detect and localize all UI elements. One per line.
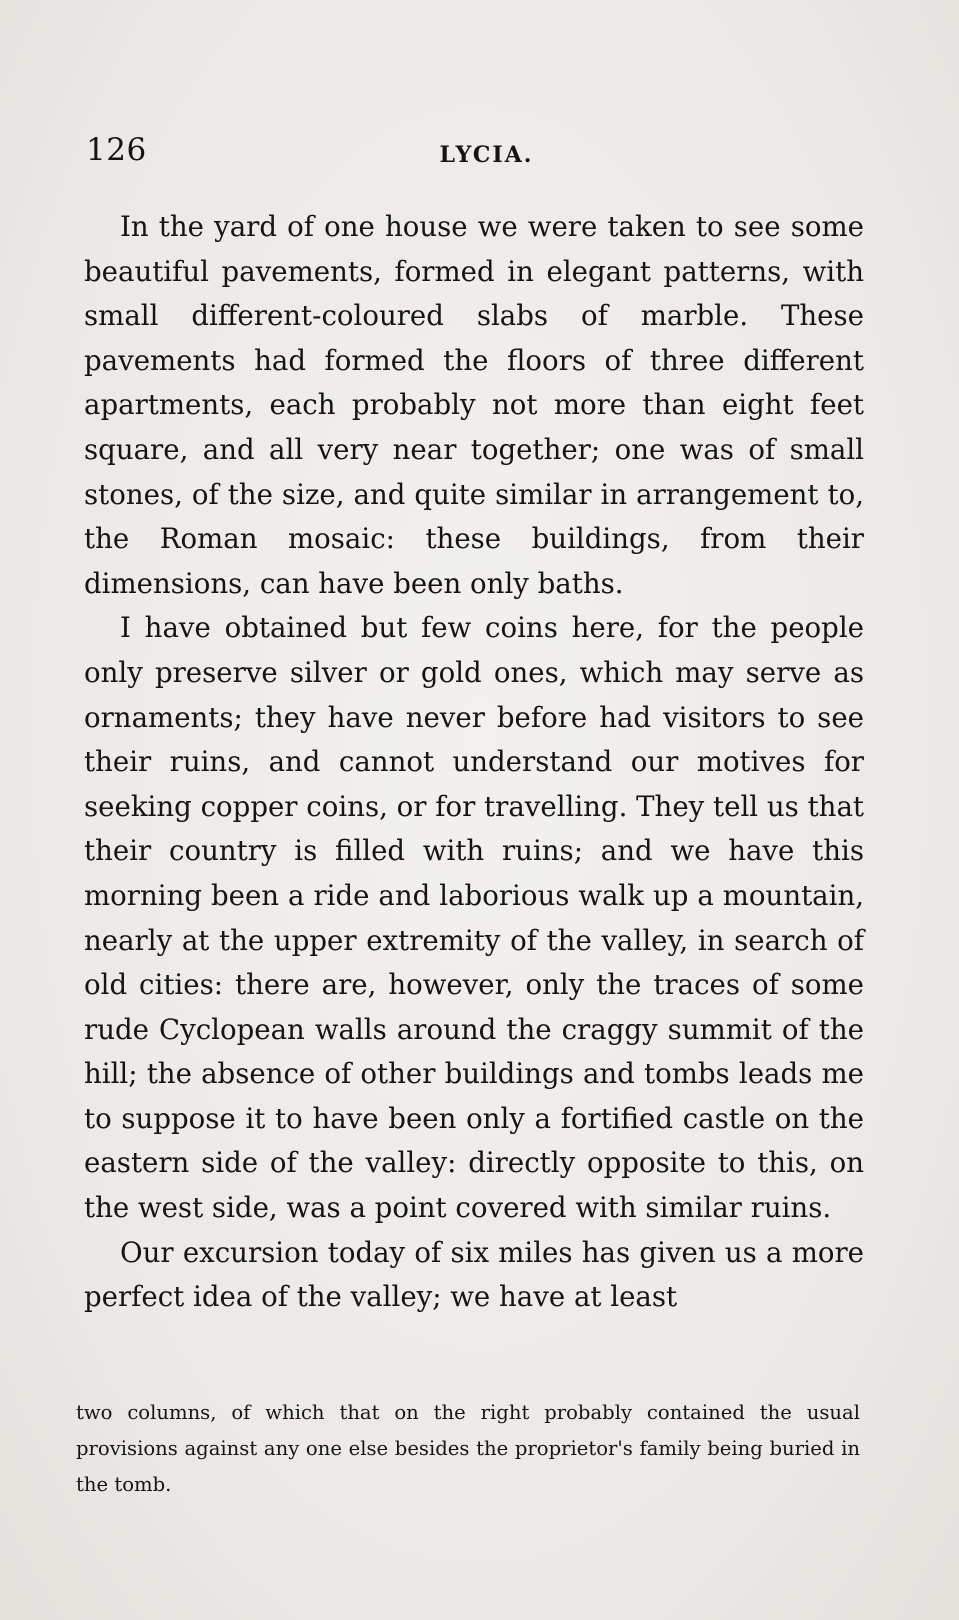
page-number: 126	[86, 132, 147, 168]
running-head: LYCIA.	[439, 142, 534, 168]
paragraph-3: Our excursion today of six miles has given us a more perfect idea of the valley; we have at least	[84, 1235, 864, 1314]
page-header	[86, 132, 863, 180]
footnote-text: two columns, of which that on the right probably contained the usual provisions against any one else besides the proprietor's family being buried in the tomb.	[76, 1401, 860, 1496]
paragraph-2: I have obtained but few coins here, for the people only preserve silver or gold ones, which may serve as ornaments; they have never before had visitors to see their ruins, and cannot understand our motives for seeking copper coins, or for travelling. They tell us that their country is filled with ruins; and we have this morning been a ride and laborious walk up a mountain, nearly at the upper extremity of the valley, in search of old cities: there are, however, only the traces of some rude Cyclopean walls around the craggy summit of the hill; the absence of other buildings and tombs leads me to suppose it to have been only a fortified castle on the eastern side of the valley: directly opposite to this, on the west side, was a point covered with similar ruins.	[84, 611, 864, 1225]
body-text	[84, 205, 864, 1320]
paragraph-1: In the yard of one house we were taken to see some beautiful pavements, formed in elegant patterns, with small different-coloured slabs of marble. These pavements had formed the floors of three different apartments, each probably not more than eight feet square, and all very near together; one was of small stones, of the size, and quite similar in arrangement to, the Roman mosaic: these buildings, from their dimensions, can have been only baths.	[84, 210, 864, 600]
footnote	[76, 1395, 860, 1503]
